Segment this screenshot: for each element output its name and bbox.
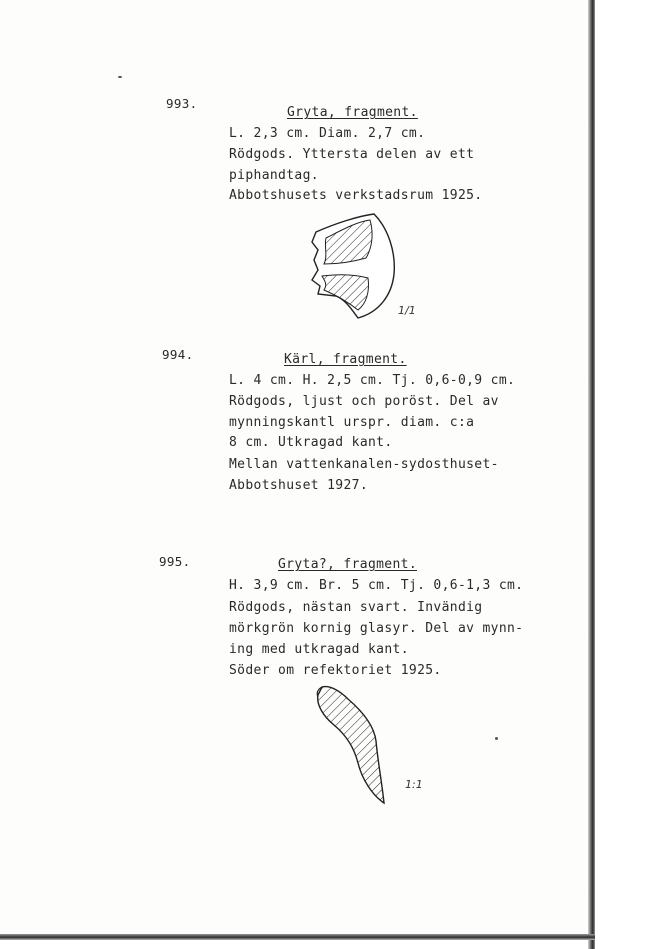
entry-994-title: Kärl, fragment. (284, 352, 407, 367)
entry-993-title: Gryta, fragment. (287, 105, 418, 120)
page-edge-shadow (588, 0, 595, 949)
entry-994-line-6: Abbotshuset 1927. (229, 478, 369, 493)
entry-994-line-5: Mellan vattenkanalen-sydosthuset- (229, 457, 499, 472)
entry-994-number: 994. (162, 347, 194, 362)
entry-993-line-3: piphandtag. (229, 168, 319, 183)
entry-995-line-2: Rödgods, nästan svart. Invändig (229, 600, 483, 615)
scan-speck (495, 737, 498, 740)
entry-995-scale: 1:1 (405, 778, 423, 791)
page-bottom-edge (0, 934, 595, 940)
entry-993-line-1: L. 2,3 cm. Diam. 2,7 cm. (229, 126, 426, 141)
entry-993-line-4: Abbotshusets verkstadsrum 1925. (229, 188, 483, 203)
entry-994-line-2: Rödgods, ljust och poröst. Del av (229, 394, 499, 409)
entry-993-scale: 1/1 (398, 304, 416, 317)
scan-speck (118, 76, 122, 78)
entry-995-line-5: Söder om refektoriet 1925. (229, 663, 442, 678)
entry-993-line-2: Rödgods. Yttersta delen av ett (229, 147, 475, 162)
entry-994-line-3: mynningskantl urspr. diam. c:a (229, 415, 475, 430)
entry-995-line-4: ing med utkragad kant. (229, 642, 409, 657)
entry-994-line-1: L. 4 cm. H. 2,5 cm. Tj. 0,6-0,9 cm. (229, 373, 516, 388)
entry-993-number: 993. (166, 96, 198, 111)
entry-994-line-4: 8 cm. Utkragad kant. (229, 435, 393, 450)
entry-995-line-1: H. 3,9 cm. Br. 5 cm. Tj. 0,6-1,3 cm. (229, 578, 524, 593)
entry-995-sherd-profile-drawing (310, 683, 390, 808)
entry-993-sherd-drawing (308, 210, 408, 325)
entry-995-title: Gryta?, fragment. (278, 557, 418, 572)
entry-995-line-3: mörkgrön kornig glasyr. Del av mynn- (229, 621, 524, 636)
scan-margin (595, 0, 672, 949)
entry-995-number: 995. (159, 554, 191, 569)
